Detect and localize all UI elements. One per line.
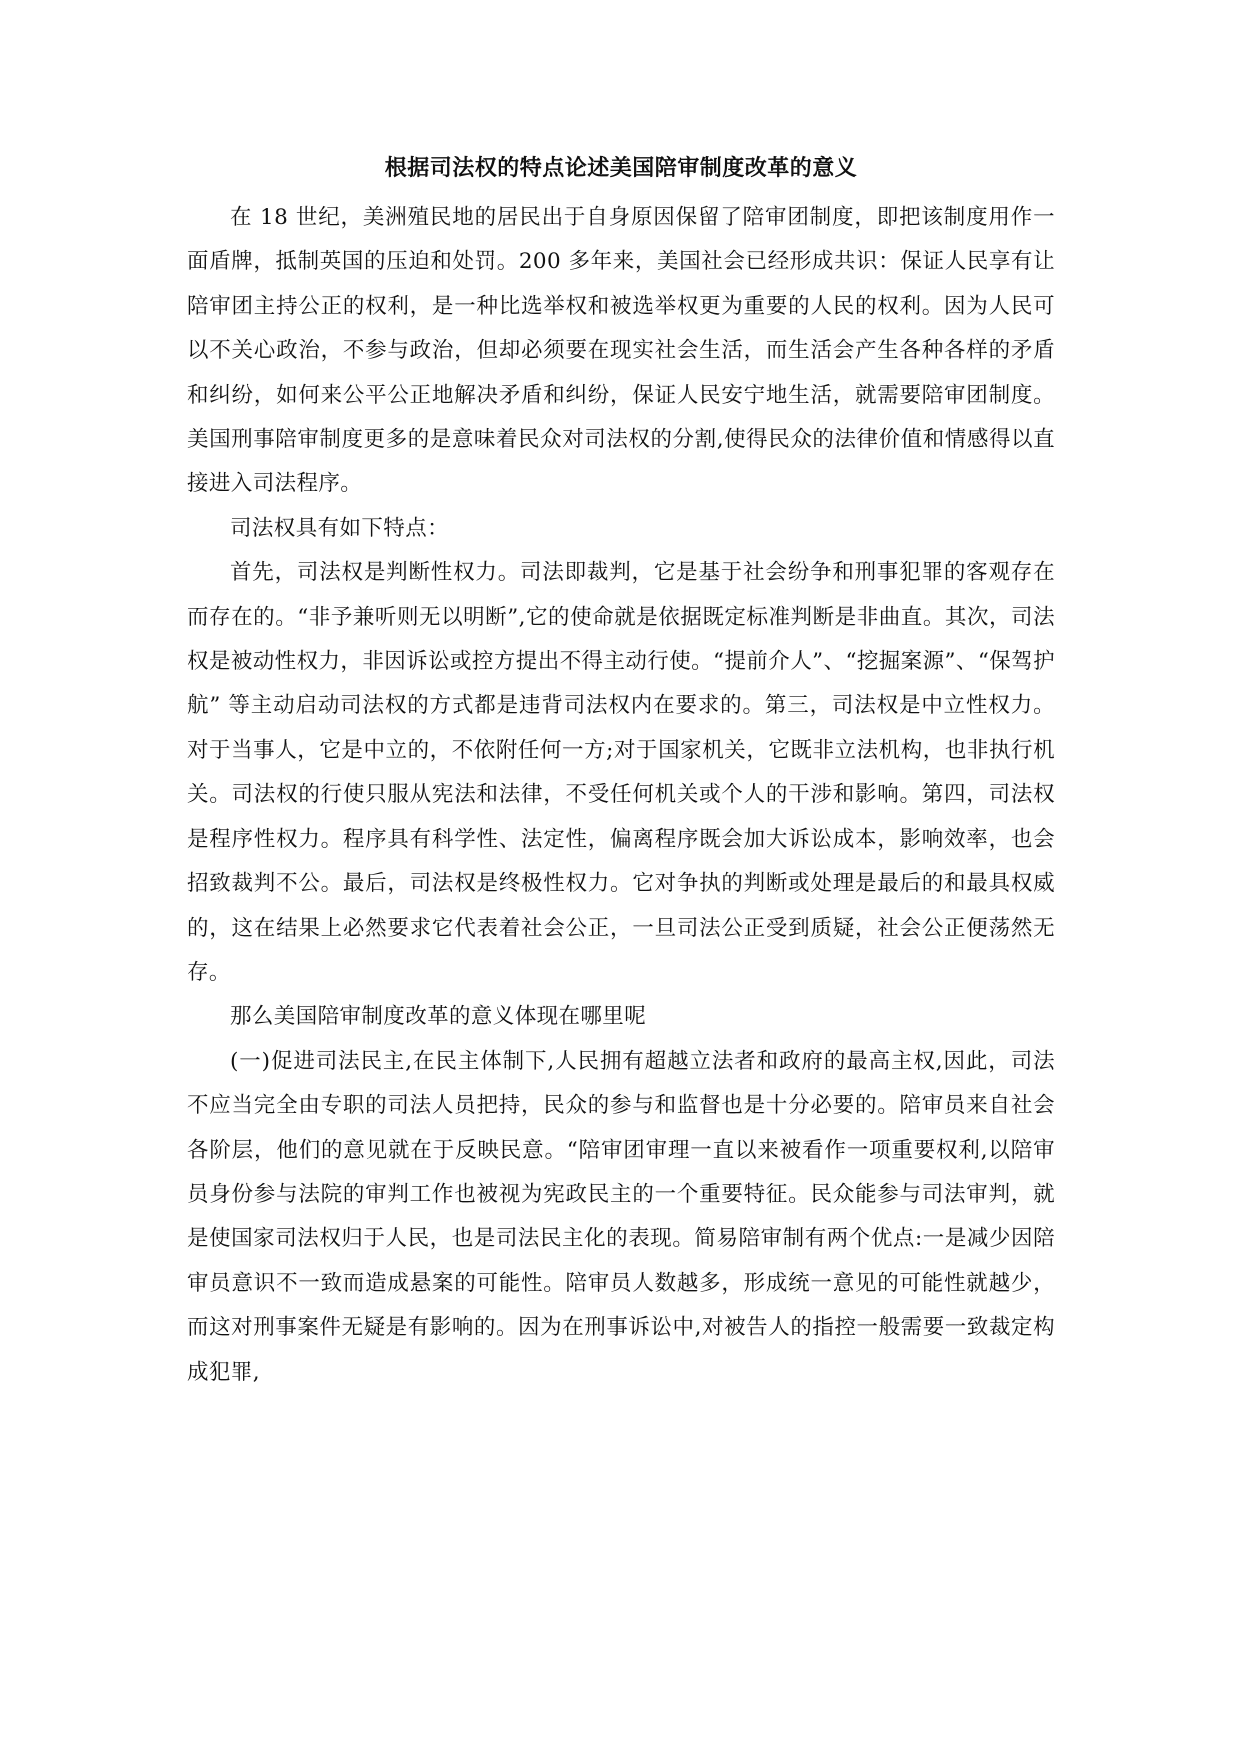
paragraph-intro: 在 18 世纪，美洲殖民地的居民出于自身原因保留了陪审团制度，即把该制度用作一面盾牌，抵制英国的压迫和处罚。200 多年来，美国社会已经形成共识：保证人民享有让陪审团主持公正的权利，是一种比选举权和被选举权更为重要的人民的权利。因为人民可以不关心政治，不参与政治，但却必须要在现实社会生活，而生活会产生各种各样的矛盾和纠纷，如何来公平公正地解决矛盾和纠纷，保证人民安宁地生活，就需要陪审团制度。美国刑事陪审制度更多的是意味着民众对司法权的分割,使得民众的法律价值和情感得以直接进入司法程序。 [187,205,1055,497]
document-title: 根据司法权的特点论述美国陪审制度改革的意义 [384,155,858,181]
document-body [187,146,1055,1395]
paragraph-features-heading: 司法权具有如下特点： [230,515,450,541]
paragraph-significance-question: 那么美国陪审制度改革的意义体现在哪里呢 [230,1004,647,1030]
paragraph-judicial-democracy: (一)促进司法民主,在民主体制下,人民拥有超越立法者和政府的最高主权,因此，司法不应当完全由专职的司法人员把持，民众的参与和监督也是十分必要的。陪审员来自社会各阶层，他们的意见就在于反映民意。“陪审团审理一直以来被看作一项重要权利,以陪审员身份参与法院的审判工作也被视为宪政民主的一个重要特征。民众能参与司法审判，就是使国家司法权归于人民，也是司法民主化的表现。简易陪审制有两个优点:一是减少因陪审员意识不一致而造成悬案的可能性。陪审员人数越多，形成统一意见的可能性就越少，而这对刑事案件无疑是有影响的。因为在刑事诉讼中,对被告人的指控一般需要一致裁定构成犯罪, [187,1048,1055,1385]
paragraph-features: 首先，司法权是判断性权力。司法即裁判，它是基于社会纷争和刑事犯罪的客观存在而存在的。“非予兼听则无以明断”,它的使命就是依据既定标准判断是非曲直。其次，司法权是被动性权力，非因诉讼或控方提出不得主动行使。“提前介人”、“挖掘案源”、“保驾护航” 等主动启动司法权的方式都是违背司法权内在要求的。第三，司法权是中立性权力。对于当事人，它是中立的，不依附任何一方;对于国家机关，它既非立法机构，也非执行机关。司法权的行使只服从宪法和法律，不受任何机关或个人的干涉和影响。第四，司法权是程序性权力。程序具有科学性、法定性，偏离程序既会加大诉讼成本，影响效率，也会招致裁判不公。最后，司法权是终极性权力。它对争执的判断或处理是最后的和最具权威的，这在结果上必然要求它代表着社会公正，一旦司法公正受到质疑，社会公正便荡然无存。 [187,560,1055,985]
